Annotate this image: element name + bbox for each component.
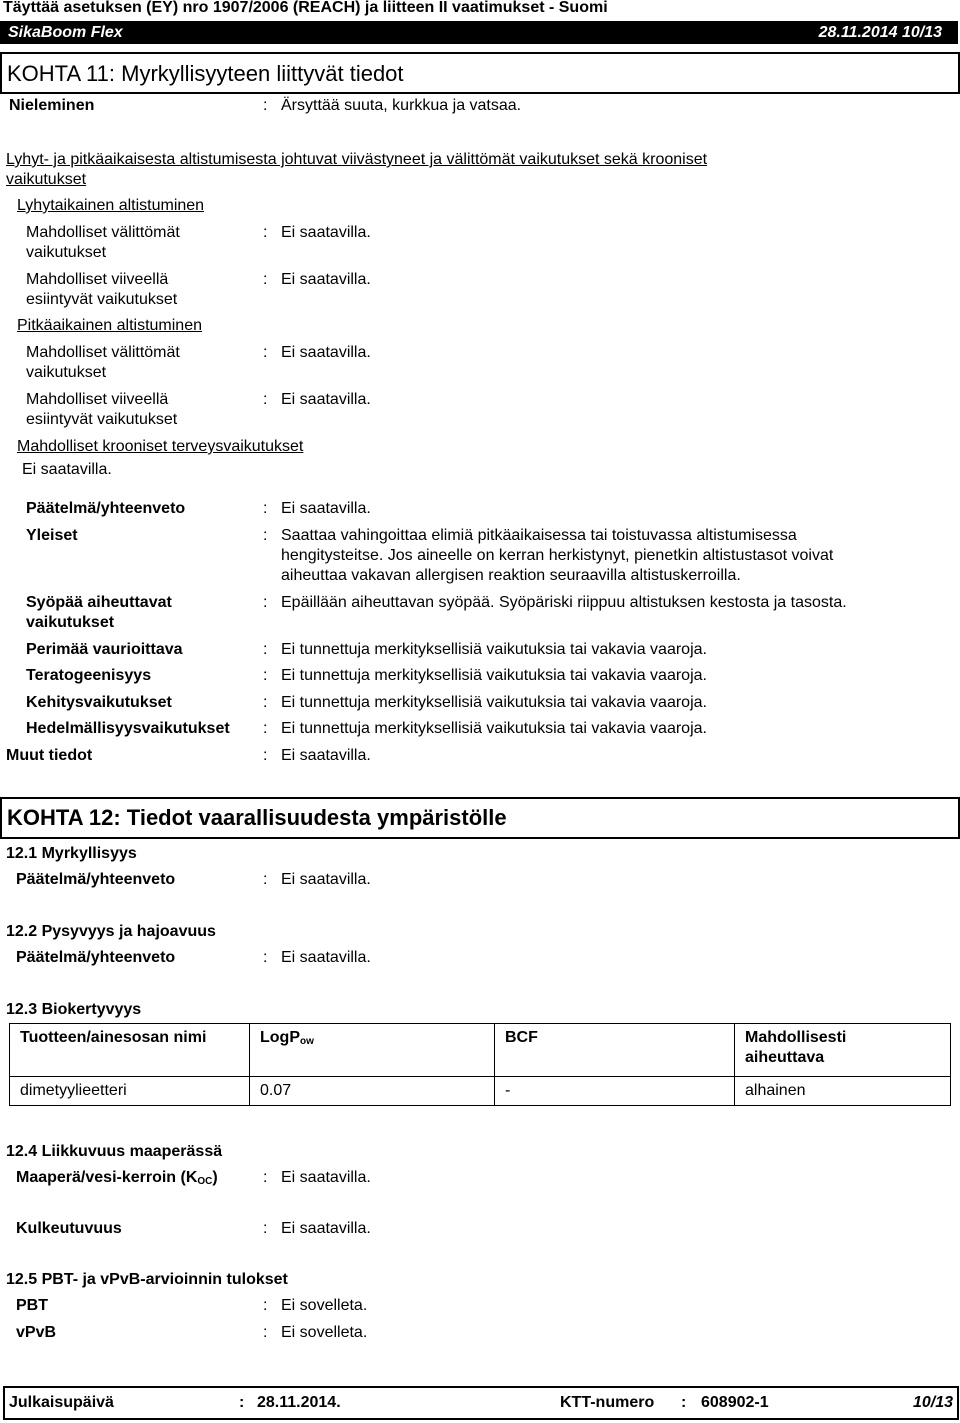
pbt-value: Ei sovelleta. — [281, 1297, 368, 1314]
colon: : — [263, 224, 268, 241]
pbt-label: PBT — [16, 1297, 48, 1314]
pbt-heading: 12.5 PBT- ja vPvB-arvioinnin tulokset — [6, 1271, 288, 1288]
cell-potential: alhainen — [735, 1077, 951, 1106]
koc-value: Ei saatavilla. — [281, 1169, 371, 1186]
table-header-row — [10, 1024, 951, 1077]
short-delayed-value: Ei saatavilla. — [281, 271, 371, 288]
colon: : — [263, 1220, 268, 1237]
colon: : — [263, 667, 268, 684]
colon: : — [263, 720, 268, 737]
persistence-label: Päätelmä/yhteenveto — [16, 949, 176, 966]
colon: : — [263, 747, 268, 764]
colon: : — [239, 1394, 245, 1411]
general-label: Yleiset — [26, 527, 78, 544]
cell-name: dimetyylieetteri — [10, 1077, 250, 1106]
long-delayed-value: Ei saatavilla. — [281, 391, 371, 408]
mobility-label: Kulkeutuvuus — [16, 1220, 122, 1237]
colon: : — [263, 500, 268, 517]
bioaccumulation-heading: 12.3 Biokertyvyys — [6, 1001, 142, 1018]
colon: : — [263, 1297, 268, 1314]
conclusion-label: Päätelmä/yhteenveto — [26, 500, 186, 517]
colon: : — [263, 271, 268, 288]
section-12-title: KOHTA 12: Tiedot vaarallisuudesta ympäristölle — [7, 805, 507, 830]
colon: : — [263, 871, 268, 888]
long-delayed-label-1: Mahdolliset viiveellä — [26, 391, 169, 408]
teratogenic-label: Teratogeenisyys — [26, 667, 152, 684]
vpvb-label: vPvB — [16, 1324, 57, 1341]
colon: : — [263, 949, 268, 966]
ingestion-colon: : — [263, 97, 268, 114]
toxicity-value: Ei saatavilla. — [281, 871, 371, 888]
colon: : — [263, 391, 268, 408]
ingestion-value: Ärsyttää suuta, kurkkua ja vatsaa. — [281, 97, 522, 114]
persistence-heading: 12.2 Pysyvyys ja hajoavuus — [6, 923, 216, 940]
teratogenic-value: Ei tunnettuja merkityksellisiä vaikutuksia tai vakavia vaaroja. — [281, 667, 707, 684]
carcinogenic-label-1: Syöpää aiheuttavat — [26, 594, 172, 611]
colon: : — [263, 344, 268, 361]
other-info-value: Ei saatavilla. — [281, 747, 371, 764]
long-immediate-label-2: vaikutukset — [26, 364, 107, 381]
short-delayed-label-2: esiintyvät vaikutukset — [26, 291, 178, 308]
mobility-value: Ei saatavilla. — [281, 1220, 371, 1237]
colon: : — [263, 594, 268, 611]
issue-date-label: Julkaisupäivä — [9, 1394, 114, 1411]
ktt-label: KTT-numero — [560, 1394, 655, 1411]
effects-heading-line1: Lyhyt- ja pitkäaikaisesta altistumisesta johtuvat viivästyneet ja välittömät vaikutukset sekä krooniset — [6, 151, 708, 168]
section-11-title-box — [0, 52, 960, 94]
general-line-3: aiheuttaa vakavan allergisen reaktion seuraavilla altistuskerroilla. — [281, 567, 741, 584]
section-12-title-box — [0, 797, 960, 839]
developmental-value: Ei tunnettuja merkityksellisiä vaikutuksia tai vakavia vaaroja. — [281, 694, 707, 711]
colon: : — [263, 641, 268, 658]
mutagenic-label: Perimää vaurioittava — [26, 641, 183, 658]
footer-page-number: 10/13 — [912, 1394, 953, 1411]
long-term-heading: Pitkäaikainen altistuminen — [17, 317, 202, 334]
long-delayed-label-2: esiintyvät vaikutukset — [26, 411, 178, 428]
vpvb-value: Ei sovelleta. — [281, 1324, 368, 1341]
fertility-value: Ei tunnettuja merkityksellisiä vaikutuksia tai vakavia vaaroja. — [281, 720, 707, 737]
mutagenic-value: Ei tunnettuja merkityksellisiä vaikutuksia tai vakavia vaaroja. — [281, 641, 707, 658]
cell-logp: 0.07 — [250, 1077, 495, 1106]
short-immediate-value: Ei saatavilla. — [281, 224, 371, 241]
developmental-label: Kehitysvaikutukset — [26, 694, 172, 711]
short-term-heading: Lyhytaikainen altistuminen — [17, 197, 205, 214]
colon: : — [681, 1394, 687, 1411]
long-immediate-label-1: Mahdolliset välittömät — [26, 344, 180, 361]
regulation-title: Täyttää asetuksen (EY) nro 1907/2006 (REACH) ja liitteen II vaatimukset - Suomi — [3, 0, 608, 16]
section-11-title: KOHTA 11: Myrkyllisyyteen liittyvät tiedot — [7, 61, 404, 86]
long-immediate-value: Ei saatavilla. — [281, 344, 371, 361]
cell-bcf: - — [495, 1077, 735, 1106]
header-bar — [0, 21, 958, 44]
short-delayed-label-1: Mahdolliset viiveellä — [26, 271, 169, 288]
colon: : — [263, 527, 268, 544]
bioaccumulation-table — [9, 1023, 951, 1106]
col-header-name: Tuotteen/ainesosan nimi — [10, 1024, 250, 1077]
colon: : — [263, 694, 268, 711]
toxicity-label: Päätelmä/yhteenveto — [16, 871, 176, 888]
col-header-bcf: BCF — [495, 1024, 735, 1077]
table-row — [10, 1077, 951, 1106]
mobility-heading: 12.4 Liikkuvuus maaperässä — [6, 1143, 223, 1160]
persistence-value: Ei saatavilla. — [281, 949, 371, 966]
header-date-page: 28.11.2014 10/13 — [818, 24, 942, 41]
conclusion-value: Ei saatavilla. — [281, 500, 371, 517]
general-line-1: Saattaa vahingoittaa elimiä pitkäaikaisessa tai toistuvassa altistumisessa — [281, 527, 797, 544]
effects-heading-line2: vaikutukset — [6, 171, 87, 188]
colon: : — [263, 1324, 268, 1341]
col-header-potential: Mahdollisesti aiheuttava — [735, 1024, 951, 1077]
short-immediate-label-1: Mahdolliset välittömät — [26, 224, 180, 241]
chronic-heading: Mahdolliset krooniset terveysvaikutukset — [17, 438, 304, 455]
ktt-value: 608902-1 — [701, 1394, 769, 1411]
koc-label: Maaperä/vesi-kerroin $(K_{OC})$ — [16, 1169, 218, 1187]
col-header-logp: LogP$_{ow}$ — [250, 1024, 495, 1077]
carcinogenic-label-2: vaikutukset — [26, 614, 115, 631]
general-line-2: hengitysteitse. Jos aineelle on kerran herkistynyt, pienetkin altistustasot voivat — [281, 547, 834, 564]
colon: : — [263, 1169, 268, 1186]
toxicity-heading: 12.1 Myrkyllisyys — [6, 845, 137, 862]
issue-date-value: 28.11.2014. — [257, 1394, 341, 1411]
fertility-label: Hedelmällisyysvaikutukset — [26, 720, 230, 737]
carcinogenic-value: Epäillään aiheuttavan syöpää. Syöpäriski riippuu altistuksen kestosta ja tasosta. — [281, 594, 847, 611]
footer — [3, 1386, 959, 1420]
other-info-label: Muut tiedot — [6, 747, 93, 764]
product-name: SikaBoom Flex — [8, 24, 123, 41]
short-immediate-label-2: vaikutukset — [26, 244, 107, 261]
chronic-value: Ei saatavilla. — [22, 461, 112, 478]
ingestion-label: Nieleminen — [9, 97, 95, 114]
